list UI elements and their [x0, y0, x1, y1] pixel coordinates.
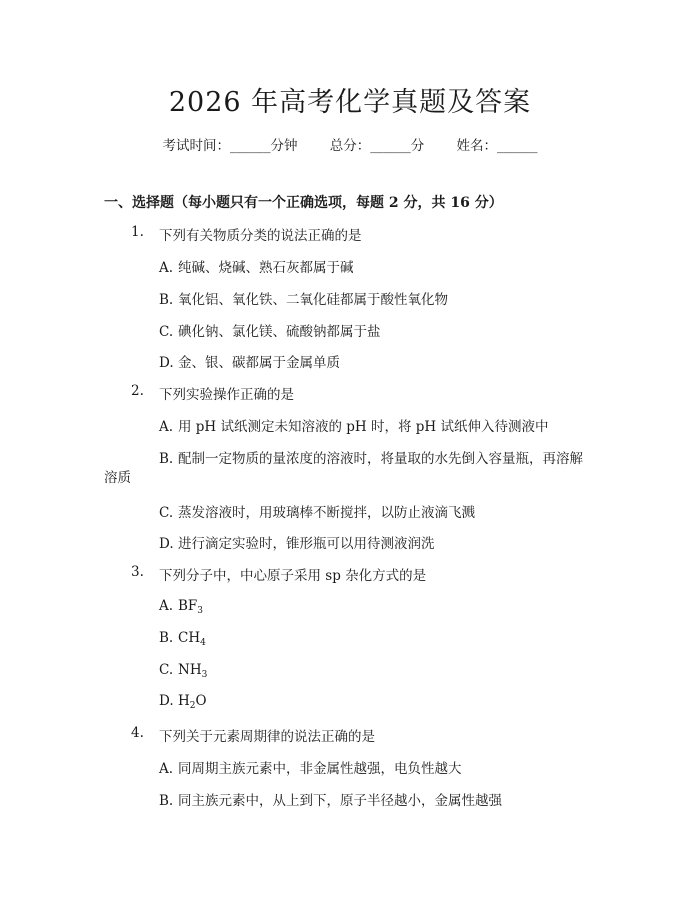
option-letter: C. [159, 505, 174, 521]
formula-main: NH [178, 662, 202, 678]
option-text: 同主族元素中，从上到下，原子半径越小，金属性越强 [178, 793, 502, 809]
option-letter: D. [159, 536, 174, 552]
option-letter: D. [159, 693, 174, 709]
question-text: 下列分子中，中心原子采用 sp 杂化方式的是 [159, 568, 427, 584]
option-letter: B. [159, 630, 174, 646]
option-text: 同周期主族元素中，非金属性越强，电负性越大 [178, 761, 462, 777]
section-heading: 一、选择题（每小题只有一个正确选项，每题 2 分，共 16 分） [104, 195, 503, 211]
exam-info-row [0, 134, 700, 154]
option-text: 金、银、碳都属于金属单质 [178, 355, 340, 371]
question-text: 下列实验操作正确的是 [159, 387, 294, 403]
option-c [159, 501, 475, 521]
option-b [159, 789, 502, 809]
question-number: 1. [131, 224, 144, 240]
question-text: 下列关于元素周期律的说法正确的是 [159, 729, 375, 745]
option-a [159, 757, 462, 777]
option-c [159, 320, 381, 340]
option-text: 氧化铝、氧化铁、二氧化硅都属于酸性氧化物 [178, 292, 448, 308]
option-d [159, 532, 435, 552]
option-a [159, 256, 354, 276]
option-letter: A. [159, 598, 174, 614]
formula-main: CH [178, 630, 201, 646]
question-number: 4. [131, 725, 144, 741]
option-text: 蒸发溶液时，用玻璃棒不断搅拌，以防止液滴飞溅 [178, 505, 475, 521]
option-a [159, 598, 203, 616]
formula-subscript: 3 [197, 606, 204, 616]
option-a [159, 415, 549, 435]
option-letter: C. [159, 662, 174, 678]
option-d [159, 693, 207, 711]
option-letter: A. [159, 260, 174, 276]
option-letter: A. [159, 761, 174, 777]
option-b [159, 630, 206, 648]
option-letter: D. [159, 355, 174, 371]
formula-subscript: 3 [201, 670, 208, 680]
question-number: 2. [131, 383, 144, 399]
question-number: 3. [131, 564, 144, 580]
option-b [159, 288, 448, 308]
question-text: 下列有关物质分类的说法正确的是 [159, 228, 362, 244]
option-b [159, 447, 583, 467]
page-title: 2026 年高考化学真题及答案 [168, 87, 532, 118]
option-continuation: 溶质 [104, 470, 131, 486]
option-d [159, 351, 340, 371]
option-text: 用 pH 试纸测定未知溶液的 pH 时，将 pH 试纸伸入待测液中 [178, 419, 549, 435]
option-c [159, 662, 207, 680]
option-text: 碘化钠、氯化镁、硫酸钠都属于盐 [178, 324, 381, 340]
total-score-field: 总分：______分 [329, 138, 425, 154]
option-text: 配制一定物质的量浓度的溶液时，将量取的水先倒入容量瓶，再溶解 [178, 451, 583, 467]
formula-pre: H [178, 693, 190, 709]
option-letter: B. [159, 292, 174, 308]
formula-subscript: 2 [189, 701, 196, 711]
option-letter: B. [159, 793, 174, 809]
option-letter: B. [159, 451, 174, 467]
student-name-field: 姓名：______ [456, 138, 538, 154]
option-text: 进行滴定实验时，锥形瓶可以用待测液润洗 [178, 536, 435, 552]
option-text: 纯碱、烧碱、熟石灰都属于碱 [178, 260, 354, 276]
exam-time-field: 考试时间：______分钟 [162, 138, 298, 154]
formula-post: O [195, 693, 207, 709]
formula-main: BF [178, 598, 198, 614]
option-letter: C. [159, 324, 174, 340]
formula-subscript: 4 [200, 638, 206, 648]
option-letter: A. [159, 419, 174, 435]
